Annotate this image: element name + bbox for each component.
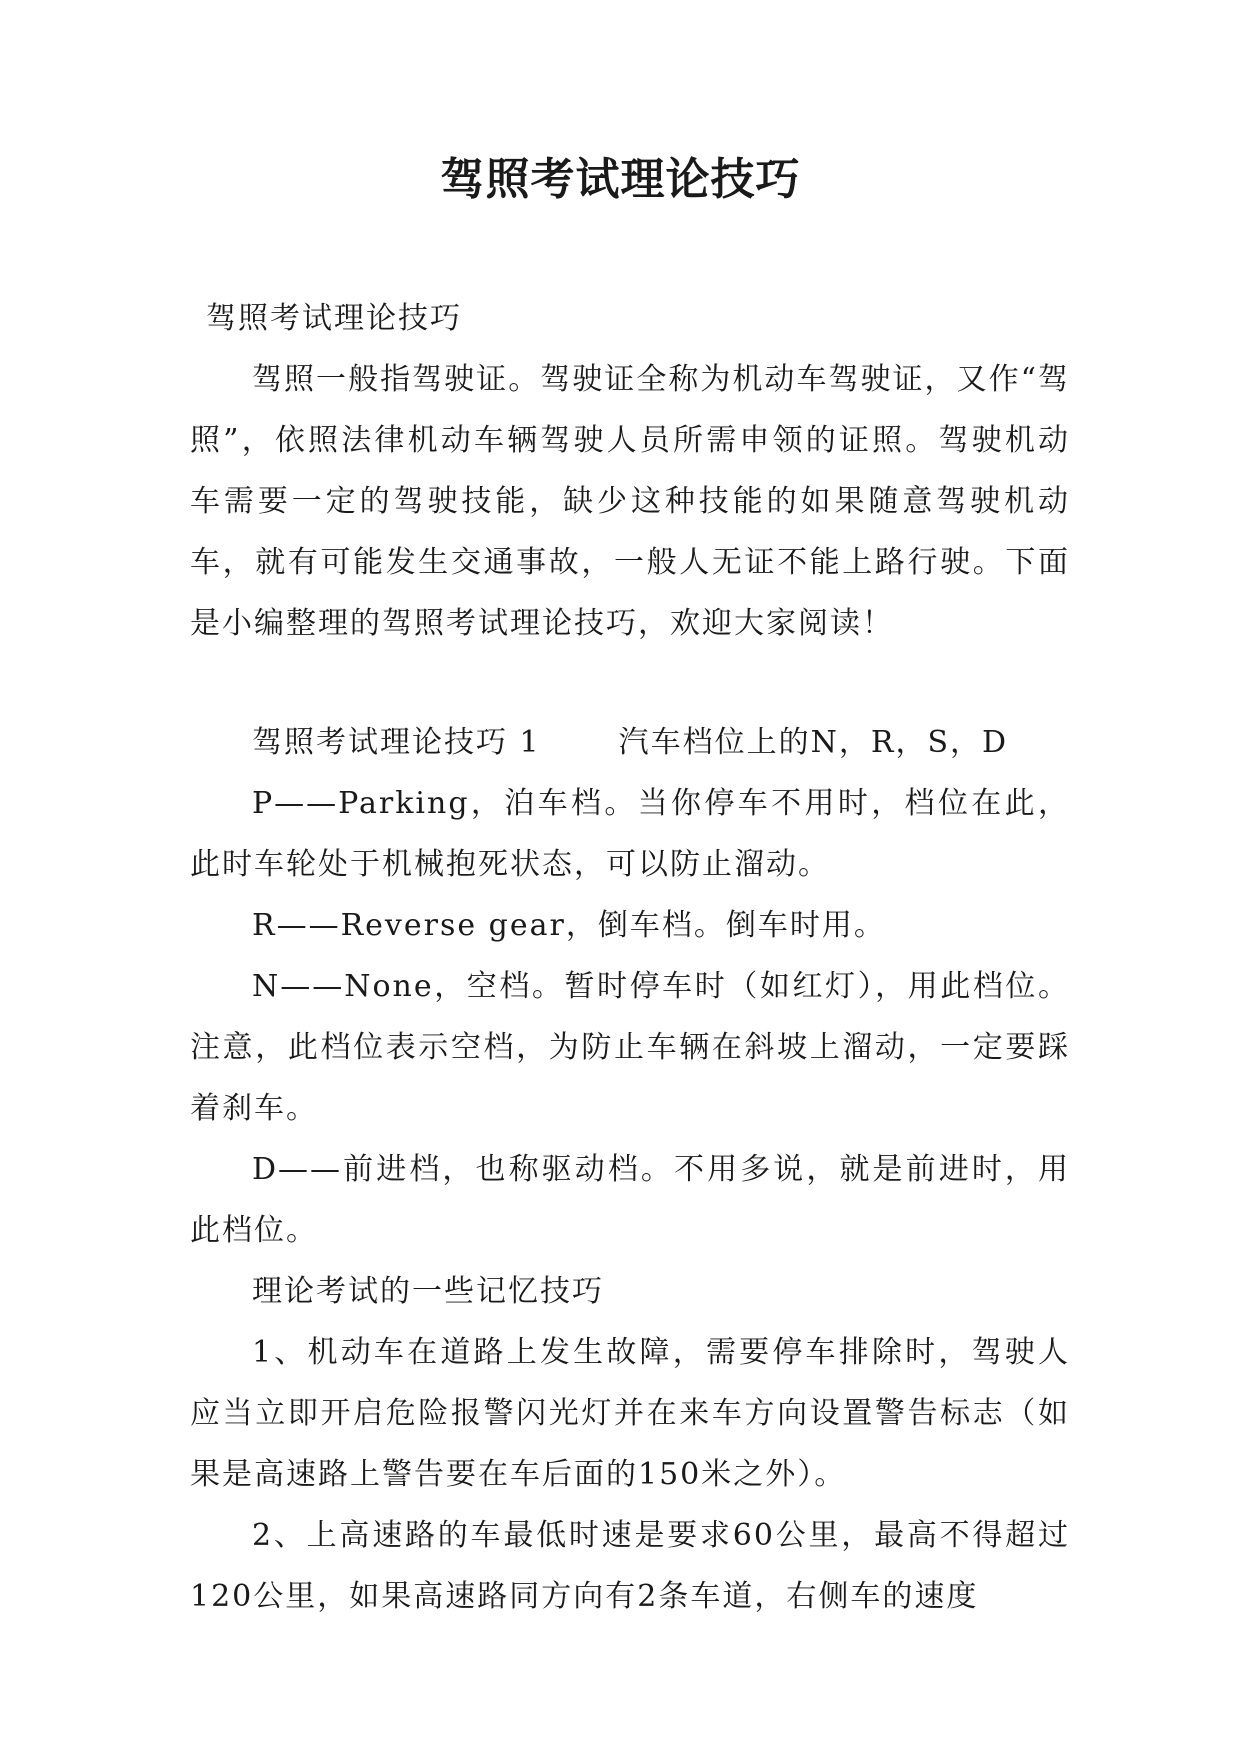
memory-tips-heading: 理论考试的一些记忆技巧 <box>252 1274 604 1309</box>
section-heading-line <box>190 712 1070 773</box>
subtitle-paragraph: 驾照考试理论技巧 <box>206 301 462 336</box>
gear-d-paragraph: D——前进档，也称驱动档。不用多说，就是前进时，用此档位。 <box>190 1152 1070 1248</box>
gear-n-paragraph: N——None，空档。暂时停车时（如红灯），用此档位。注意，此档位表示空档，为防止车辆在斜坡上溜动，一定要踩着刹车。 <box>190 969 1070 1126</box>
gear-p-paragraph: P——Parking，泊车档。当你停车不用时，档位在此，此时车轮处于机械抱死状态，可以防止溜动。 <box>190 786 1070 882</box>
tip-2-paragraph: 2、上高速路的车最低时速是要求60公里，最高不得超过120公里，如果高速路同方向有2条车道，右侧车的速度 <box>190 1518 1070 1614</box>
tip-1-paragraph: 1、机动车在道路上发生故障，需要停车排除时，驾驶人应当立即开启危险报警闪光灯并在来车方向设置警告标志（如果是高速路上警告要在车后面的150米之外）。 <box>190 1335 1070 1492</box>
section-heading: 驾照考试理论技巧 1 <box>252 725 541 760</box>
intro-paragraph: 驾照一般指驾驶证。驾驶证全称为机动车驾驶证，又作“驾照”，依照法律机动车辆驾驶人员所需申领的证照。驾驶机动车需要一定的驾驶技能，缺少这种技能的如果随意驾驶机动车，就有可能发生交通事故，一般人无证不能上路行驶。下面是小编整理的驾照考试理论技巧，欢迎大家阅读！ <box>190 362 1070 641</box>
document-body <box>190 288 1070 1627</box>
gear-heading: 汽车档位上的N，R，S，D <box>618 725 1009 760</box>
gear-r-paragraph: R——Reverse gear，倒车档。倒车时用。 <box>252 908 886 943</box>
document-title: 驾照考试理论技巧 <box>440 154 801 205</box>
